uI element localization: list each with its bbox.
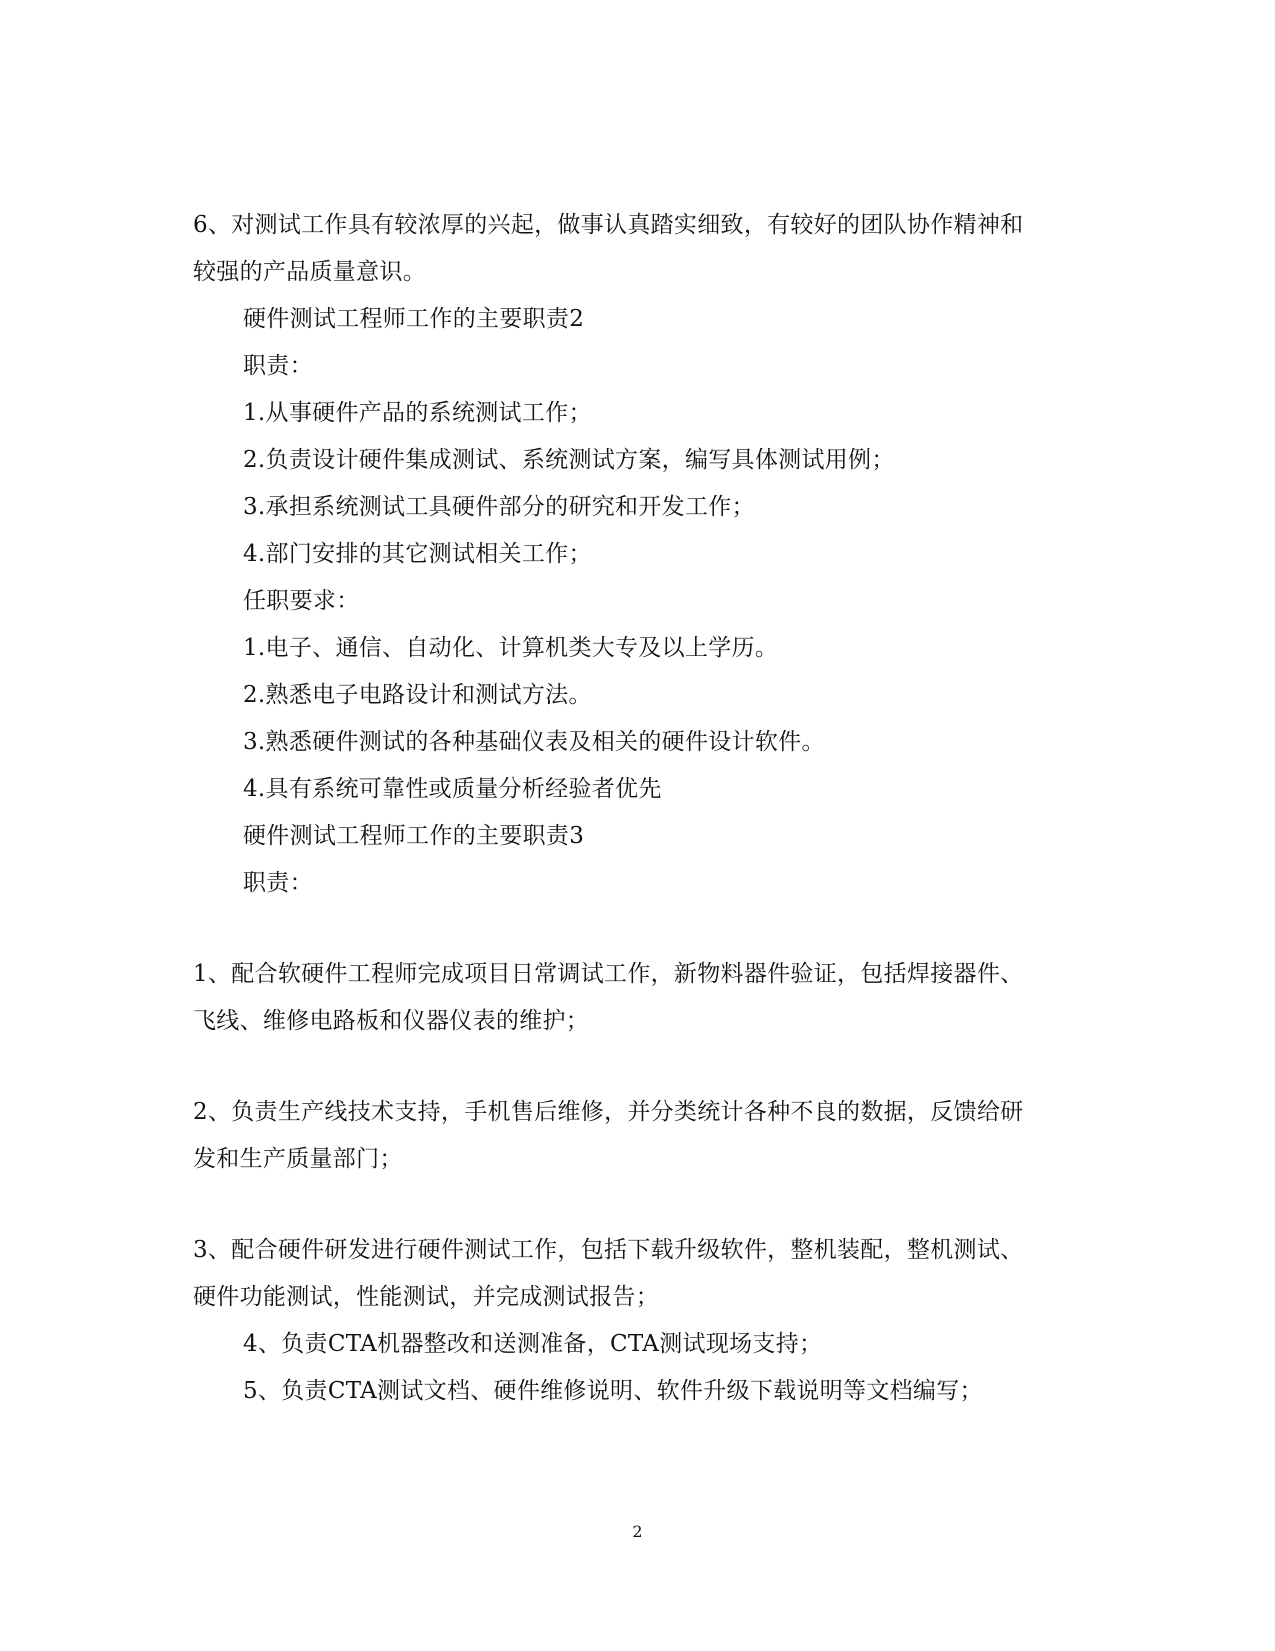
paragraph-line: 6、对测试工作具有较浓厚的兴起，做事认真踏实细致，有较好的团队协作精神和 — [193, 212, 1024, 238]
list-item: 3.承担系统测试工具硬件部分的研究和开发工作； — [243, 494, 755, 520]
paragraph-line: 3、配合硬件研发进行硬件测试工作，包括下载升级软件，整机装配，整机测试、 — [193, 1237, 1024, 1263]
list-item: 1.电子、通信、自动化、计算机类大专及以上学历。 — [243, 635, 779, 661]
page-number: 2 — [632, 1522, 643, 1541]
section-heading: 硬件测试工程师工作的主要职责2 — [243, 306, 585, 332]
paragraph-line: 1、配合软硬件工程师完成项目日常调试工作，新物料器件验证，包括焊接器件、 — [193, 961, 1024, 987]
subheading: 职责： — [243, 870, 313, 896]
paragraph-line: 硬件功能测试，性能测试，并完成测试报告； — [193, 1284, 659, 1310]
paragraph-line: 较强的产品质量意识。 — [193, 259, 426, 285]
list-item: 3.熟悉硬件测试的各种基础仪表及相关的硬件设计软件。 — [243, 729, 825, 755]
list-item: 1.从事硬件产品的系统测试工作； — [243, 400, 592, 426]
section-heading: 硬件测试工程师工作的主要职责3 — [243, 823, 585, 849]
list-item: 2.熟悉电子电路设计和测试方法。 — [243, 682, 592, 708]
subheading: 任职要求： — [243, 588, 360, 614]
list-item: 4.部门安排的其它测试相关工作； — [243, 541, 592, 567]
list-item: 4、负责CTA机器整改和送测准备，CTA测试现场支持； — [243, 1331, 823, 1357]
paragraph-line: 2、负责生产线技术支持，手机售后维修，并分类统计各种不良的数据，反馈给研 — [193, 1099, 1024, 1125]
subheading: 职责： — [243, 353, 313, 379]
list-item: 5、负责CTA测试文档、硬件维修说明、软件升级下载说明等文档编写； — [243, 1378, 983, 1404]
paragraph-line: 飞线、维修电路板和仪器仪表的维护； — [193, 1008, 590, 1034]
list-item: 2.负责设计硬件集成测试、系统测试方案，编写具体测试用例； — [243, 447, 895, 473]
list-item: 4.具有系统可靠性或质量分析经验者优先 — [243, 776, 662, 802]
paragraph-line: 发和生产质量部门； — [193, 1146, 403, 1172]
